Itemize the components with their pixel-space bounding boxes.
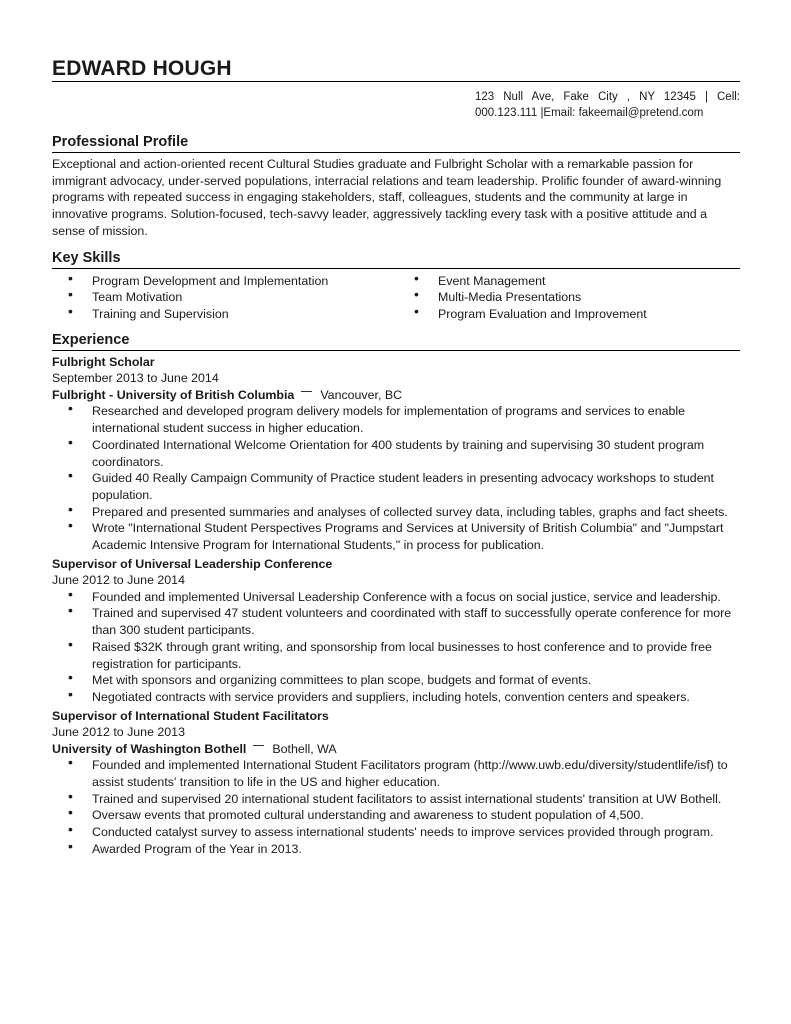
skill-item: • Program Evaluation and Improvement [398,306,740,323]
list-item: • Oversaw events that promoted cultural understanding and awareness to student population of 4,500. [52,807,740,824]
job-title: Supervisor of International Student Facilitators [52,708,329,723]
list-item: • Trained and supervised 20 international student facilitators to assist international students' transition at UW Bothell. [52,791,740,808]
list-item: • Founded and implemented Universal Leadership Conference with a focus on social justice, service and leadership. [52,589,740,606]
skill-item: • Training and Supervision [52,306,398,323]
job-bullets [52,757,740,857]
job-location: Vancouver, BC [320,387,403,402]
job-organization: Fulbright - University of British Columbia [52,387,295,402]
separator-dash [253,745,264,746]
job-entry [52,354,740,554]
job-dates: September 2013 to June 2014 [52,371,219,386]
section-title-experience: Experience [52,331,740,351]
job-dates: June 2012 to June 2014 [52,573,185,588]
skill-item: • Program Development and Implementation [52,273,398,290]
job-organization-line [52,741,740,758]
job-title: Fulbright Scholar [52,354,155,369]
job-dates: June 2012 to June 2013 [52,725,185,740]
list-item: • Coordinated International Welcome Orientation for 400 students by training and supervising 30 student program coordinators. [52,437,740,470]
list-item: • Conducted catalyst survey to assess international students' needs to improve services provided through program. [52,824,740,841]
contact-info: 123 Null Ave, Fake City , NY 12345 | Cell: 000.123.111 |Email: fakeemail@pretend.com [475,91,740,119]
list-item: • Negotiated contracts with service providers and suppliers, including hotels, convention centers and speakers. [52,689,740,706]
job-organization: University of Washington Bothell [52,741,247,756]
skills-column-right [398,273,740,323]
list-item: • Guided 40 Really Campaign Community of Practice student leaders in presenting advocacy workshops to student population. [52,470,740,503]
job-title: Supervisor of Universal Leadership Conference [52,556,333,571]
skills-grid [52,273,740,323]
skill-item: • Multi-Media Presentations [398,289,740,306]
list-item: • Wrote "International Student Perspectives Programs and Services at University of British Columbia" and "Jumpstart Academic Intensive Program for International Students," in process for publication. [52,520,740,553]
list-item: • Researched and developed program delivery models for implementation of programs and services to enable international student success in higher education. [52,403,740,436]
job-organization-line [52,387,740,404]
list-item: • Trained and supervised 47 student volunteers and coordinated with staff to successfully operate conference for more than 300 student participants. [52,605,740,638]
resume-page [52,58,740,857]
list-item: • Met with sponsors and organizing committees to plan scope, budgets and format of events. [52,672,740,689]
list-item: • Founded and implemented International Student Facilitators program (http://www.uwb.edu/diversity/studentlife/isf) to assist students' transition to life in the US and higher education. [52,757,740,790]
skills-section [52,249,740,323]
experience-section [52,331,740,857]
job-location: Bothell, WA [272,741,337,756]
skills-column-left [52,273,398,323]
profile-section [52,133,740,240]
job-bullets [52,403,740,553]
section-title-profile: Professional Profile [52,133,740,153]
job-bullets [52,589,740,706]
skill-item: • Event Management [398,273,740,290]
skill-item: • Team Motivation [52,289,398,306]
list-item: • Prepared and presented summaries and analyses of collected survey data, including tables, graphs and fact sheets. [52,504,740,521]
list-item: • Awarded Program of the Year in 2013. [52,841,740,858]
profile-text: Exceptional and action-oriented recent Cultural Studies graduate and Fulbright Scholar with a remarkable passion for immigrant advocacy, under-served populations, interracial relations and team leadership. Prolific founder of award-winning programs with repeated success in engaging stakeholders, staff, colleagues, students and the community at large in innovative programs. Solution-focused, tech-savvy leader, aggressively tackling every task with a positive attitude and a sense of mission. [52,157,722,238]
job-entry [52,708,740,858]
separator-dash [301,391,312,392]
list-item: • Raised $32K through grant writing, and sponsorship from local businesses to host conference and to provide free registration for participants. [52,639,740,672]
section-title-skills: Key Skills [52,249,740,269]
job-entry [52,556,740,706]
candidate-name: EDWARD HOUGH [52,58,740,82]
